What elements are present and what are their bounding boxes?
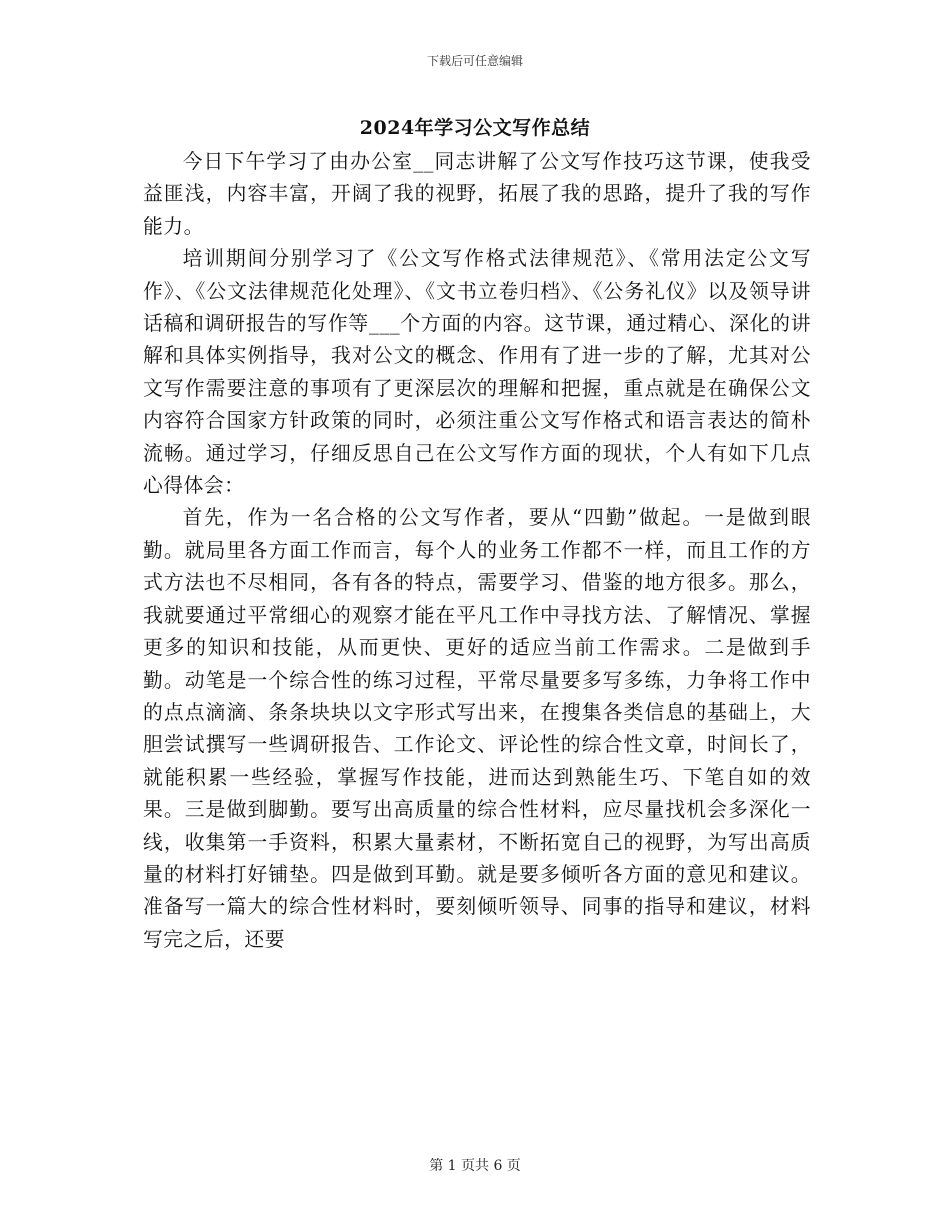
page-number: 第 1 页共 6 页 <box>429 1158 521 1174</box>
document-body <box>143 146 811 956</box>
body-paragraph: 今日下午学习了由办公室__同志讲解了公文写作技巧这节课，使我受益匪浅，内容丰富，开阔了我的视野，拓展了我的思路，提升了我的写作能力。 <box>143 150 811 238</box>
page-header-note: 下载后可任意编辑 <box>426 54 523 68</box>
document-title: 2024年学习公文写作总结 <box>359 117 591 139</box>
body-paragraph: 培训期间分别学习了《公文写作格式法律规范》、《常用法定公文写作》、《公文法律规范化处理》、《文书立卷归档》、《公务礼仪》以及领导讲话稿和调研报告的写作等___个方面的内容。这节课，通过精心、深化的讲解和具体实例指导，我对公文的概念、作用有了进一步的了解，尤其对公文写作需要注意的事项有了更深层次的理解和把握，重点就是在确保公文内容符合国家方针政策的同时，必须注重公文写作格式和语言表达的简朴流畅。通过学习，仔细反思自己在公文写作方面的现状，个人有如下几点心得体会： <box>143 247 811 498</box>
body-paragraph: 首先，作为一名合格的公文写作者，要从“四勤”做起。一是做到眼勤。就局里各方面工作而言，每个人的业务工作都不一样，而且工作的方式方法也不尽相同，各有各的特点，需要学习、借鉴的地方很多。那么，我就要通过平常细心的观察才能在平凡工作中寻找方法、了解情况、掌握更多的知识和技能，从而更快、更好的适应当前工作需求。二是做到手勤。动笔是一个综合性的练习过程，平常尽量要多写多练，力争将工作中的点点滴滴、条条块块以文字形式写出来，在搜集各类信息的基础上，大胆尝试撰写一些调研报告、工作论文、评论性的综合性文章，时间长了，就能积累一些经验，掌握写作技能，进而达到熟能生巧、下笔自如的效果。三是做到脚勤。要写出高质量的综合性材料，应尽量找机会多深化一线，收集第一手资料，积累大量素材，不断拓宽自己的视野，为写出高质量的材料打好铺垫。四是做到耳勤。就是要多倾听各方面的意见和建议。准备写一篇大的综合性材料时，要刻倾听领导、同事的指导和建议，材料写完之后，还要 <box>143 506 811 951</box>
